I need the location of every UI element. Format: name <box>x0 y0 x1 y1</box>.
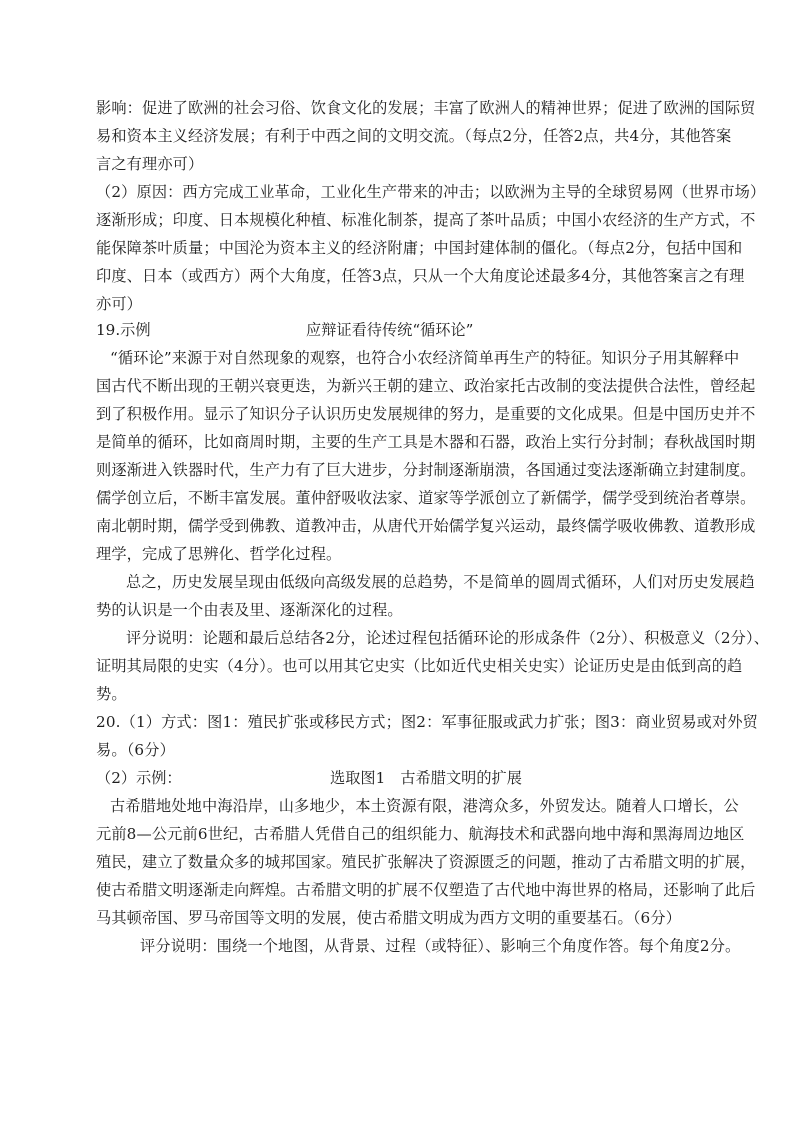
q19-body-line-4: 是简单的循环，比如商周时期，主要的生产工具是木器和石器，政治上实行分封制；春秋战国时期 <box>96 433 756 451</box>
q19-body-line-8: 理学，完成了思辨化、哲学化过程。 <box>96 545 342 563</box>
q20-body-line-3: 殖民，建立了数量众多的城邦国家。殖民扩张解决了资源匮乏的问题，推动了古希腊文明的扩展， <box>96 853 756 871</box>
q18-impact-line-2: 易和资本主义经济发展；有利于中西之间的文明交流。（每点2分，任答2点，共4分，其他答案 <box>96 127 732 145</box>
q19-summary-line-1: 总之，历史发展呈现由低级向高级发展的总趋势，不是简单的圆周式循环，人们对历史发展趋 <box>126 573 755 591</box>
q19-title: 应辩证看待传统“循环论” <box>306 321 474 339</box>
q18-reason-line-2: 逐渐形成；印度、日本规模化种植、标准化制茶，提高了茶叶品质；中国小农经济的生产方式，不 <box>96 211 756 229</box>
q19-body-line-5: 则逐渐进入铁器时代，生产力有了巨大进步，分封制逐渐崩溃，各国通过变法逐渐确立封建制度。 <box>96 461 756 479</box>
q19-body-line-6: 儒学创立后，不断丰富发展。董仲舒吸收法家、道家等学派创立了新儒学，儒学受到统治者尊崇。 <box>96 489 756 507</box>
q18-reason-line-5: 亦可） <box>96 295 143 313</box>
q19-summary-line-2: 势的认识是一个由表及里、逐渐深化的过程。 <box>96 601 403 619</box>
q20-body-line-5: 马其顿帝国、罗马帝国等文明的发展，使古希腊文明成为西方文明的重要基石。（6分） <box>96 909 682 927</box>
q18-reason-line-3: 能保障茶叶质量；中国沦为资本主义的经济附庸；中国封建体制的僵化。（每点2分，包括中国和 <box>96 239 743 257</box>
q18-reason-line-1: （2）原因：西方完成工业革命，工业化生产带来的冲击；以欧洲为主导的全球贸易网（世界市场） <box>96 183 766 201</box>
q18-impact-line-3: 言之有理亦可） <box>96 155 204 173</box>
q19-scoring-line-3: 势。 <box>96 685 127 703</box>
q18-impact-line-1: 影响：促进了欧洲的社会习俗、饮食文化的发展；丰富了欧洲人的精神世界；促进了欧洲的国际贸 <box>96 99 756 117</box>
q20-part2-title: 选取图1 古希腊文明的扩展 <box>330 769 522 787</box>
q20-body-line-2: 元前8—公元前6世纪，古希腊人凭借自己的组织能力、航海技术和武器向地中海和黑海周边地区 <box>96 825 745 843</box>
q20-part1-line-2: 易。（6分） <box>96 741 175 759</box>
q20-part1-line-1: 20.（1）方式：图1：殖民扩张或移民方式；图2：军事征服或武力扩张；图3：商业贸易或对外贸 <box>96 713 759 731</box>
q19-body-line-2: 国古代不断出现的王朝兴衰更迭，为新兴王朝的建立、政治家托古改制的变法提供合法性，曾经起 <box>96 377 756 395</box>
q19-scoring-line-2: 证明其局限的史实（4分）。也可以用其它史实（比如近代史相关史实）论证历史是由低到高的趋 <box>96 657 743 675</box>
q20-scoring-line: 评分说明：围绕一个地图，从背景、过程（或特征）、影响三个角度作答。每个角度2分。 <box>140 937 741 955</box>
q19-body-line-3: 到了积极作用。显示了知识分子认识历史发展规律的努力，是重要的文化成果。但是中国历史并不 <box>96 405 756 423</box>
q18-reason-line-4: 印度、日本（或西方）两个大角度，任答3点，只从一个大角度论述最多4分，其他答案言之有理 <box>96 267 745 285</box>
q19-label: 19.示例 <box>96 321 151 339</box>
q19-scoring-line-1: 评分说明：论题和最后总结各2分，论述过程包括循环论的形成条件（2分）、积极意义（2分）、 <box>126 629 770 647</box>
q19-body-line-1: “循环论”来源于对自然现象的观察，也符合小农经济简单再生产的特征。知识分子用其解释中 <box>110 349 740 367</box>
q20-body-line-4: 使古希腊文明逐渐走向辉煌。古希腊文明的扩展不仅塑造了古代地中海世界的格局，还影响了此后 <box>96 881 756 899</box>
q19-body-line-7: 南北朝时期，儒学受到佛教、道教冲击，从唐代开始儒学复兴运动，最终儒学吸收佛教、道教形成 <box>96 517 756 535</box>
q20-body-line-1: 古希腊地处地中海沿岸，山多地少，本土资源有限，港湾众多，外贸发达。随着人口增长，公 <box>110 797 739 815</box>
q20-part2-label: （2）示例： <box>96 769 182 787</box>
